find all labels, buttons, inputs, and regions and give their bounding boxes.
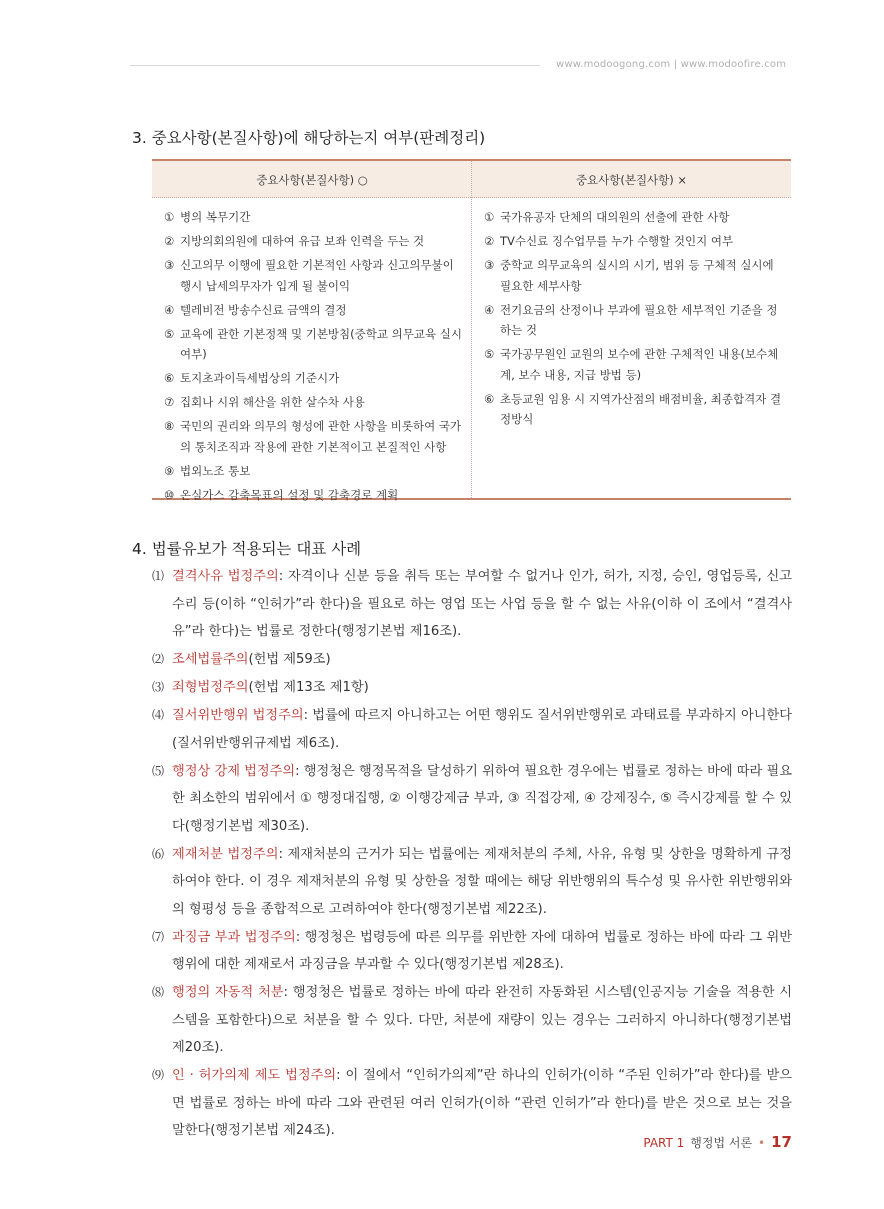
header-rule bbox=[130, 65, 540, 66]
item-number: ⑺ bbox=[152, 929, 165, 944]
item-body bbox=[172, 758, 792, 841]
list-item bbox=[164, 300, 464, 321]
list-item bbox=[152, 674, 792, 702]
item-term: 제재처분 법정주의 bbox=[172, 846, 279, 862]
item-number: ⑸ bbox=[152, 763, 165, 778]
list-item bbox=[484, 300, 784, 341]
item-number: ⑶ bbox=[152, 680, 165, 694]
page-footer bbox=[643, 1133, 792, 1151]
law-list bbox=[152, 563, 792, 1145]
list-item bbox=[164, 392, 464, 413]
item-term: 행정의 자동적 처분 bbox=[172, 985, 284, 1000]
list-item bbox=[152, 563, 792, 646]
item-number: ② bbox=[484, 234, 495, 248]
item-text: : 법률에 따르지 아니하고는 어떤 행위도 질서위반행위로 과태료를 부과하지 아니한다(질서위반행위규제법 제6조). bbox=[172, 708, 792, 751]
item-text: 국가유공자 단체의 대의원의 선출에 관한 사항 bbox=[500, 210, 730, 224]
item-text: (헌법 제59조) bbox=[248, 652, 331, 667]
list-item bbox=[152, 646, 792, 674]
item-number: ③ bbox=[164, 258, 175, 272]
item-text: : 행정청은 행정목적을 달성하기 위하여 필요한 경우에는 법률로 정하는 바에 따라 필요한 최소한의 범위에서 ① 행정대집행, ② 이행강제금 부과, ③ 직접강제, ④ 강제징수, ⑤ 즉시강제를 할 수 있다(행정기본법 제30조). bbox=[172, 763, 792, 834]
item-term: 조세법률주의 bbox=[172, 652, 249, 667]
item-body bbox=[172, 924, 792, 979]
item-term: 질서위반행위 법정주의 bbox=[172, 708, 304, 723]
item-number: ② bbox=[164, 234, 175, 248]
list-item bbox=[164, 461, 464, 482]
item-text: 국민의 권리와 의무의 형성에 관한 사항을 비롯하여 국가의 통치조직과 작용에 관한 기본적이고 본질적인 사항 bbox=[180, 419, 462, 454]
item-number: ⑦ bbox=[164, 395, 175, 409]
list-item bbox=[164, 324, 464, 365]
item-term: 결격사유 법정주의 bbox=[172, 569, 279, 584]
list-item bbox=[152, 702, 792, 757]
item-number: ⑥ bbox=[164, 371, 175, 385]
item-number: ⑤ bbox=[484, 347, 495, 361]
item-number: ⑨ bbox=[164, 463, 175, 478]
item-term: 행정상 강제 법정주의 bbox=[172, 763, 296, 779]
item-text: 토지초과이득세법상의 기준시가 bbox=[180, 371, 340, 385]
list-item bbox=[484, 207, 784, 228]
list-item bbox=[164, 368, 464, 389]
item-number: ⑷ bbox=[152, 708, 165, 722]
item-number: ⑻ bbox=[152, 985, 165, 999]
list-item bbox=[152, 758, 792, 841]
item-term: 과징금 부과 법정주의 bbox=[172, 929, 296, 945]
item-text: 텔레비전 방송수신료 금액의 결정 bbox=[180, 302, 347, 317]
list-item bbox=[484, 344, 784, 385]
item-number: ⑹ bbox=[152, 846, 165, 861]
item-text: TV수신료 징수업무를 누가 수행할 것인지 여부 bbox=[500, 234, 734, 248]
item-body bbox=[172, 841, 792, 924]
table-left-column bbox=[164, 207, 464, 509]
item-number: ⑧ bbox=[164, 419, 175, 433]
item-text: 병의 복무기간 bbox=[180, 210, 251, 224]
item-text: 집회나 시위 해산을 위한 살수차 사용 bbox=[180, 395, 365, 409]
list-item bbox=[152, 841, 792, 924]
item-text: 신고의무 이행에 필요한 기본적인 사항과 신고의무불이행시 납세의무자가 입게 될 불이익 bbox=[180, 258, 454, 293]
item-text: 국가공무원인 교원의 보수에 관한 구체적인 내용(보수체계, 보수 내용, 지급 방법 등) bbox=[500, 347, 779, 382]
list-item bbox=[484, 389, 784, 430]
item-number: ⑵ bbox=[152, 652, 165, 666]
list-item bbox=[164, 255, 464, 296]
item-body bbox=[172, 979, 792, 1062]
list-item bbox=[164, 231, 464, 252]
item-term: 인 · 허가의제 제도 법정주의 bbox=[172, 1068, 337, 1083]
item-number: ⑤ bbox=[164, 326, 175, 341]
section4-title: 4. 법률유보가 적용되는 대표 사례 bbox=[132, 540, 362, 558]
list-item bbox=[484, 255, 784, 296]
item-text: (헌법 제13조 제1항) bbox=[248, 680, 369, 695]
precedent-table bbox=[152, 159, 791, 500]
item-number: ⑥ bbox=[484, 391, 495, 406]
item-term: 죄형법정주의 bbox=[172, 680, 249, 695]
item-text: 전기요금의 산정이나 부과에 필요한 세부적인 기준을 정하는 것 bbox=[500, 302, 778, 337]
list-item bbox=[152, 924, 792, 979]
item-number: ⑩ bbox=[164, 487, 175, 502]
column-divider bbox=[471, 161, 472, 498]
footer-dot-icon: • bbox=[758, 1136, 766, 1150]
section3-title: 3. 중요사항(본질사항)에 해당하는지 여부(판례정리) bbox=[132, 129, 486, 147]
item-number: ① bbox=[484, 210, 495, 224]
item-text: : 자격이나 신분 등을 취득 또는 부여할 수 없거나 인가, 허가, 지정, 승인, 영업등록, 신고 수리 등(이하 “인허가”라 한다)을 필요로 하는 영업 또는 사업 등을 할 수 없는 사유(이하 이 조에서 “결격사유”라 한다)는 법률로 정한다(행정기본법 제16조). bbox=[172, 569, 792, 639]
item-text: : 행정청은 법률로 정하는 바에 따라 완전히 자동화된 시스템(인공지능 기술을 적용한 시스템을 포함한다)으로 처분을 할 수 있다. 다만, 처분에 재량이 있는 경우는 그러하지 아니하다(행정기본법 제20조). bbox=[172, 985, 792, 1055]
item-text: 교육에 관한 기본정책 및 기본방침(중학교 의무교육 실시여부) bbox=[180, 326, 462, 361]
footer-part: PART 1 bbox=[643, 1136, 685, 1150]
item-text: : 행정청은 법령등에 따른 의무를 위반한 자에 대하여 법률로 정하는 바에 따라 그 위반행위에 대한 제재로서 과징금을 부과할 수 있다(행정기본법 제28조). bbox=[172, 929, 792, 972]
header-url: www.modoogong.com | www.modoofire.com bbox=[556, 59, 787, 70]
table-right-column bbox=[484, 207, 784, 433]
footer-chapter: 행정법 서론 bbox=[690, 1136, 753, 1150]
list-item bbox=[164, 416, 464, 457]
item-body bbox=[172, 674, 792, 702]
list-item bbox=[164, 485, 464, 506]
item-number: ① bbox=[164, 210, 175, 224]
item-body bbox=[172, 646, 792, 674]
page-number: 17 bbox=[771, 1133, 792, 1151]
item-number: ④ bbox=[164, 302, 175, 317]
table-header-right: 중요사항(본질사항) × bbox=[575, 173, 688, 187]
item-text: 온실가스 감축목표의 설정 및 감축경로 계획 bbox=[180, 487, 399, 502]
item-text: 법외노조 통보 bbox=[180, 463, 251, 478]
item-number: ④ bbox=[484, 302, 495, 317]
table-header-left: 중요사항(본질사항) ○ bbox=[256, 173, 368, 187]
item-body bbox=[172, 563, 792, 646]
item-text: : 이 절에서 “인허가의제”란 하나의 인허가(이하 “주된 인허가”라 한다)를 받으면 법률로 정하는 바에 따라 그와 관련된 여러 인허가(이하 “관련 인허가”라 한다)를 받은 것으로 보는 것을 말한다(행정기본법 제24조). bbox=[172, 1068, 792, 1138]
item-number: ③ bbox=[484, 258, 495, 272]
item-number: ⑼ bbox=[152, 1068, 165, 1082]
list-item bbox=[164, 207, 464, 228]
list-item bbox=[484, 231, 784, 252]
item-text: 초등교원 임용 시 지역가산점의 배점비율, 최종합격자 결정방식 bbox=[500, 391, 782, 426]
item-text: 중학교 의무교육의 실시의 시기, 범위 등 구체적 실시에 필요한 세부사항 bbox=[500, 258, 774, 293]
item-text: 지방의회의원에 대하여 유급 보좌 인력을 두는 것 bbox=[180, 234, 425, 248]
item-body bbox=[172, 702, 792, 757]
list-item bbox=[152, 979, 792, 1062]
item-text: : 제재처분의 근거가 되는 법률에는 제재처분의 주체, 사유, 유형 및 상한을 명확하게 규정하여야 한다. 이 경우 제재처분의 유형 및 상한을 정할 때에는 해당 위반행위의 특수성 및 유사한 위반행위와의 형평성 등을 종합적으로 고려하여야 한다(행정기본법 제22조). bbox=[172, 846, 792, 917]
item-number: ⑴ bbox=[152, 569, 165, 583]
